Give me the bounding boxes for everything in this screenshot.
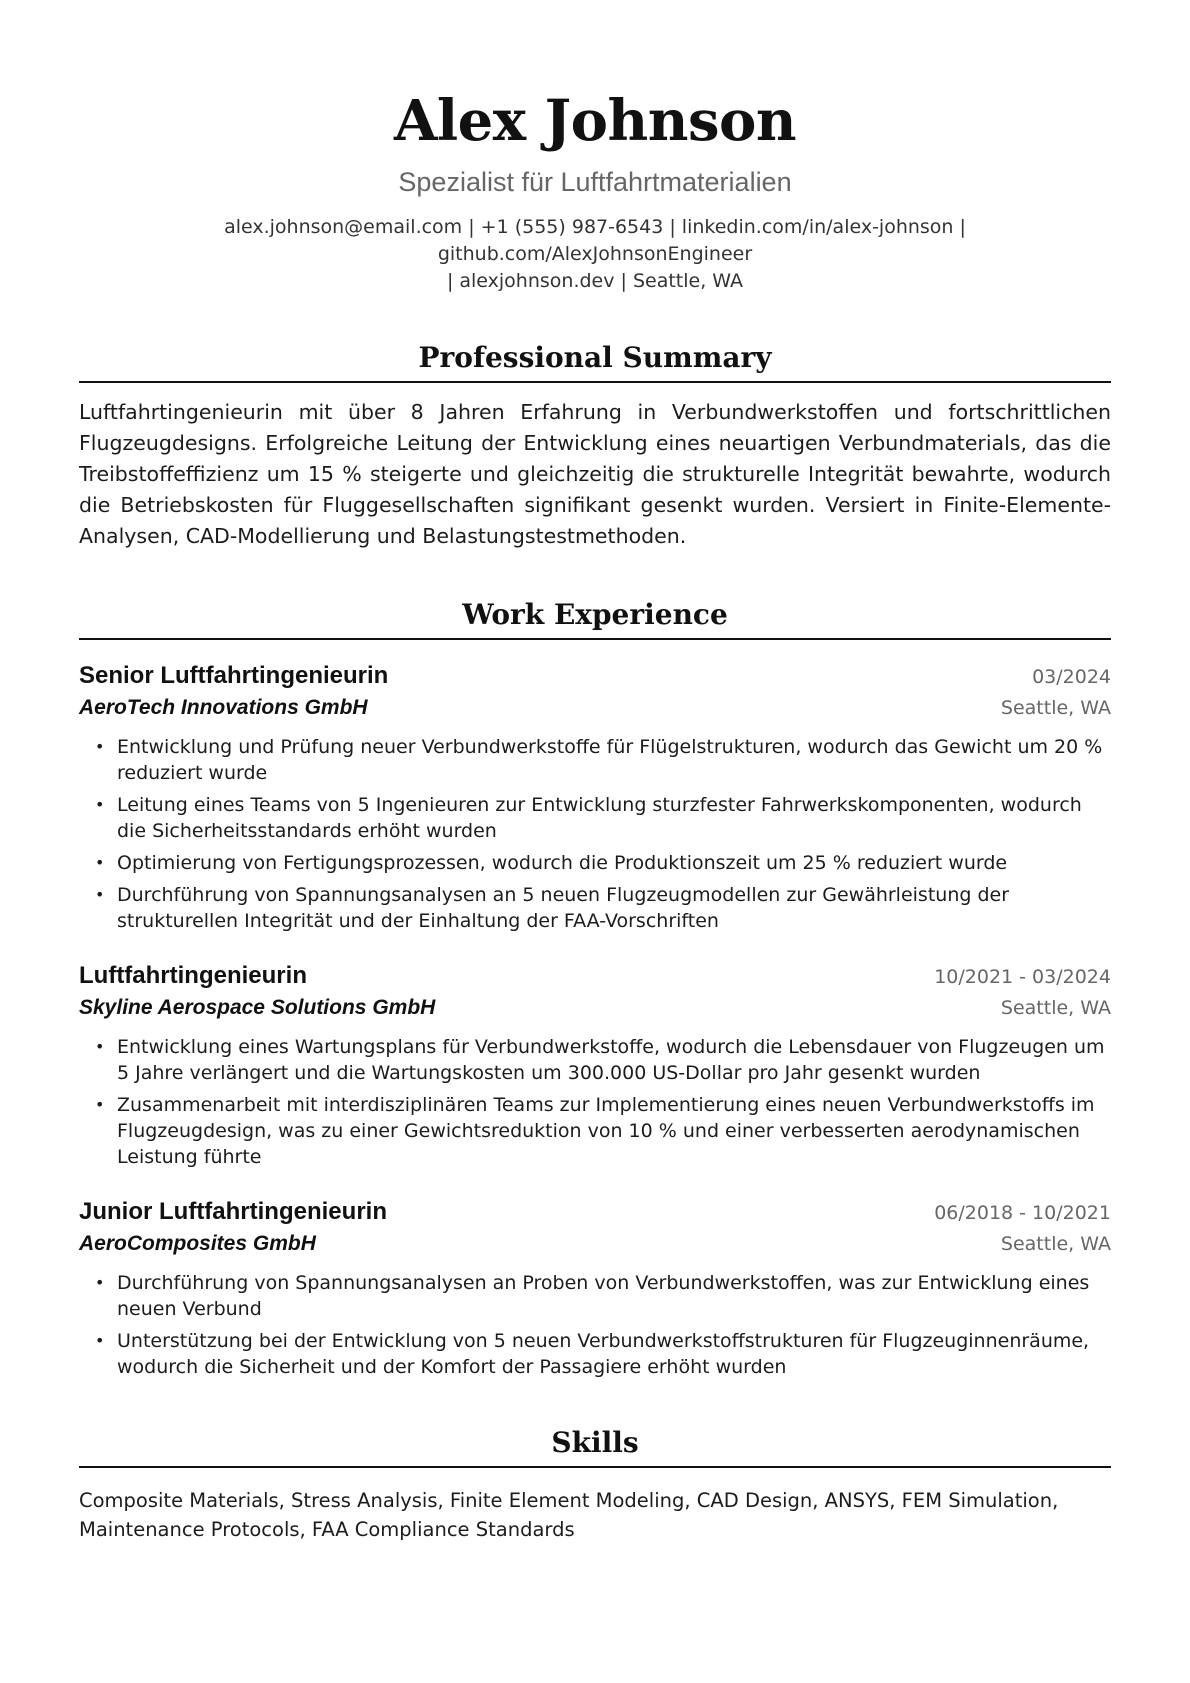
bullet-icon: • <box>95 1331 105 1350</box>
job-bullet: • Durchführung von Spannungsanalysen an Proben von Verbundwerkstoffen, was zur Entwicklung eines neuen Verbund <box>95 1272 1090 1320</box>
contact-line-2: | alexjohnson.dev | Seattle, WA <box>446 270 744 292</box>
job-bullets <box>79 1034 1111 1170</box>
bullet-icon: • <box>95 737 105 756</box>
job-company: AeroTech Innovations GmbH <box>79 696 368 719</box>
job-title: Junior Luftfahrtingenieurin <box>79 1198 387 1225</box>
job-date: 06/2018 - 10/2021 <box>934 1202 1111 1224</box>
job-title: Senior Luftfahrtingenieurin <box>79 662 389 689</box>
summary-heading: Professional Summary <box>79 339 1111 383</box>
job-location: Seattle, WA <box>1000 997 1111 1019</box>
job-bullets <box>79 734 1111 934</box>
job-date: 03/2024 <box>1032 666 1111 688</box>
bullet-icon: • <box>95 1273 105 1292</box>
contact-line-1: alex.johnson@email.com | +1 (555) 987-6543 | linkedin.com/in/alex-johnson | github.com/AlexJohnsonEngineer <box>224 216 966 265</box>
job-bullet: • Durchführung von Spannungsanalysen an 5 neuen Flugzeugmodellen zur Gewährleistung der strukturellen Integrität und der Einhaltung der FAA-Vorschriften <box>95 884 1010 932</box>
contact-info <box>79 214 1111 295</box>
skills-section <box>79 1424 1111 1544</box>
job-company: Skyline Aerospace Solutions GmbH <box>79 996 436 1019</box>
job-bullet: • Leitung eines Teams von 5 Ingenieuren zur Entwicklung sturzfester Fahrwerkskomponenten, wodurch die Sicherheitsstandards erhöht wurden <box>95 794 1082 842</box>
skills-text: Composite Materials, Stress Analysis, Finite Element Modeling, CAD Design, ANSYS, FEM Simulation, Maintenance Protocols, FAA Compliance Standards <box>79 1489 1059 1541</box>
job-company: AeroComposites GmbH <box>79 1232 316 1255</box>
summary-section <box>79 339 1111 552</box>
bullet-icon: • <box>95 795 105 814</box>
job-title: Luftfahrtingenieurin <box>79 962 307 989</box>
job-bullet: • Unterstützung bei der Entwicklung von 5 neuen Verbundwerkstoffstrukturen für Flugzeuginnenräume, wodurch die Sicherheit und der Komfort der Passagiere erhöht wurden <box>95 1330 1090 1378</box>
bullet-icon: • <box>95 885 105 904</box>
bullet-icon: • <box>95 1095 105 1114</box>
job-bullet: • Zusammenarbeit mit interdisziplinären Teams zur Implementierung eines neuen Verbundwerkstoffs im Flugzeugdesign, was zu einer Gewichtsreduktion von 10 % und einer verbesserten aerodynamischen Leistung führte <box>95 1094 1095 1168</box>
job-entry <box>79 962 1111 1170</box>
resume-header <box>79 88 1111 295</box>
job-entry <box>79 1198 1111 1380</box>
job-location: Seattle, WA <box>1000 697 1111 719</box>
summary-text: Luftfahrtingenieurin mit über 8 Jahren Erfahrung in Verbundwerkstoffen und fortschrittlichen Flugzeugdesigns. Erfolgreiche Leitung der Entwicklung eines neuartigen Verbundmaterials, das die Treibstoffeffizienz um 15 % steigerte und gleichzeitig die strukturelle Integrität bewahrte, wodurch die Betriebskosten für Fluggesellschaften signifikant gesenkt wurden. Versiert in Finite-Elemente-Analysen, CAD-Modellierung und Belastungstestmethoden. <box>79 400 1111 548</box>
job-date: 10/2021 - 03/2024 <box>934 966 1111 988</box>
candidate-title: Spezialist für Luftfahrtmaterialien <box>398 167 792 197</box>
job-entry <box>79 662 1111 934</box>
bullet-icon: • <box>95 853 105 872</box>
job-bullet: • Entwicklung und Prüfung neuer Verbundwerkstoffe für Flügelstrukturen, wodurch das Gewicht um 20 % reduziert wurde <box>95 736 1103 784</box>
experience-heading: Work Experience <box>79 596 1111 640</box>
skills-heading: Skills <box>79 1424 1111 1468</box>
candidate-name: Alex Johnson <box>393 88 797 154</box>
bullet-icon: • <box>95 1037 105 1056</box>
job-location: Seattle, WA <box>1000 1233 1111 1255</box>
job-bullets <box>79 1270 1111 1380</box>
experience-section <box>79 596 1111 1380</box>
job-bullet: • Entwicklung eines Wartungsplans für Verbundwerkstoffe, wodurch die Lebensdauer von Flugzeugen um 5 Jahre verlängert und die Wartungskosten um 300.000 US-Dollar pro Jahr gesenkt wurden <box>95 1036 1105 1084</box>
job-bullet: • Optimierung von Fertigungsprozessen, wodurch die Produktionszeit um 25 % reduziert wurde <box>95 852 1008 874</box>
